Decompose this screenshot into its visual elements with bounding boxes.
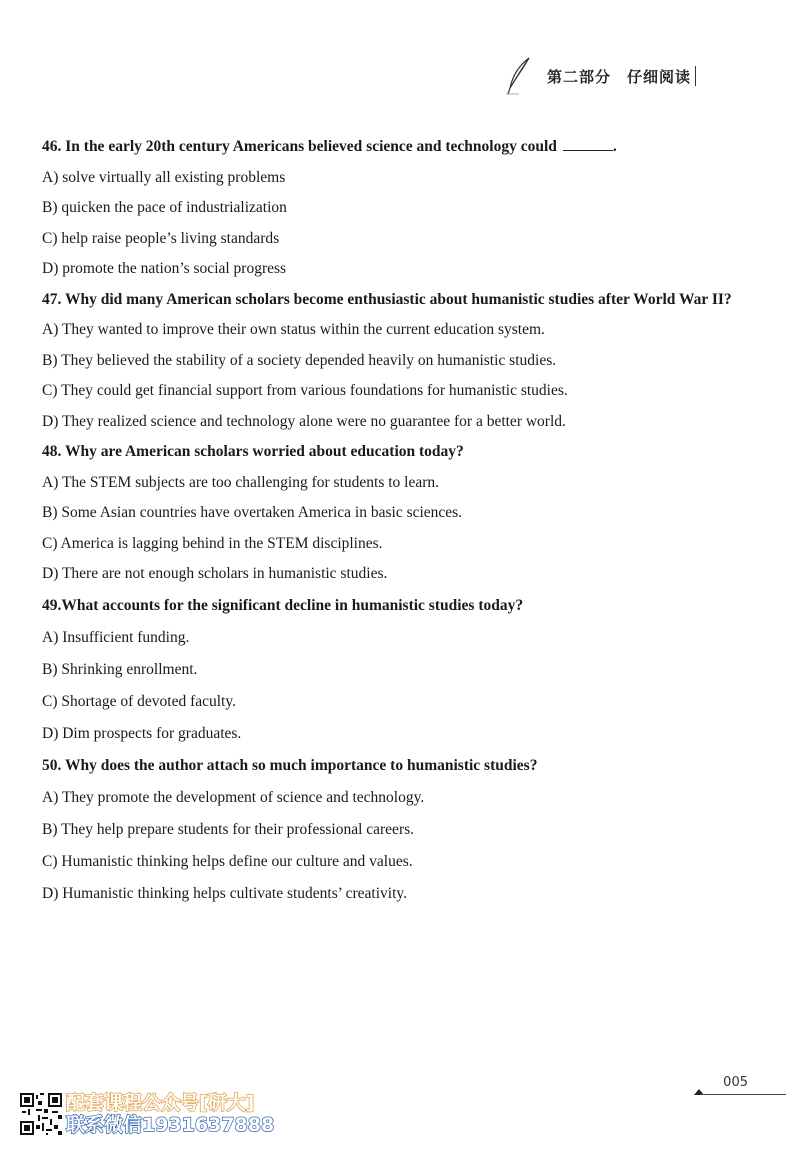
watermark-line-2: 联系微信1931637888 [66,1114,275,1136]
answer-blank [563,138,613,151]
option-a: A) Insufficient funding. [42,628,190,646]
question-46 [42,132,742,285]
question-50 [42,750,742,910]
option-b: B) Shrinking enrollment. [42,660,198,678]
question-stem: 47. Why did many American scholars become enthusiastic about humanistic studies after World War II? [42,290,732,308]
option-a: A) They promote the development of science and technology. [42,788,425,806]
question-stem: 46. In the early 20th century Americans believed science and technology could . [42,138,617,155]
question-47 [42,285,742,438]
option-a: A) They wanted to improve their own status within the current education system. [42,321,545,338]
option-c: C) Humanistic thinking helps define our culture and values. [42,852,413,870]
option-d: D) Humanistic thinking helps cultivate students’ creativity. [42,884,408,902]
option-b: B) Some Asian countries have overtaken America in basic sciences. [42,504,463,521]
header-divider [695,66,696,86]
option-a: A) solve virtually all existing problems [42,168,286,186]
option-c: C) Shortage of devoted faculty. [42,692,236,710]
option-d: D) They realized science and technology alone were no guarantee for a better world. [42,412,566,430]
question-list [42,132,742,910]
watermark [20,1092,274,1136]
question-49 [42,590,742,750]
question-stem: 50. Why does the author attach so much importance to humanistic studies? [42,756,538,774]
option-b: B) quicken the pace of industrialization [42,199,287,216]
option-a: A) The STEM subjects are too challenging for students to learn. [42,473,440,491]
option-d: D) Dim prospects for graduates. [42,724,242,742]
option-d: D) There are not enough scholars in humanistic studies. [42,565,388,582]
header-part-label: 第二部分 [546,67,611,86]
option-d: D) promote the nation’s social progress [42,260,287,277]
qr-code-icon [20,1093,62,1135]
quill-pen-icon [505,56,533,96]
page-header [505,56,696,96]
header-section-label: 仔细阅读 [626,67,691,86]
option-c: C) help raise people’s living standards [42,229,280,247]
question-stem: 48. Why are American scholars worried about education today? [42,443,464,460]
option-c: C) America is lagging behind in the STEM disciplines. [42,534,383,552]
question-stem: 49.What accounts for the significant decline in humanistic studies today? [42,596,524,614]
option-c: C) They could get financial support from various foundations for humanistic studies. [42,382,568,399]
option-b: B) They help prepare students for their professional careers. [42,820,415,838]
watermark-line-1: 配套课程公众号[研大] [66,1092,255,1114]
question-48 [42,437,742,590]
page-number: 005 [723,1075,748,1090]
page-footer-rule [700,1094,786,1095]
option-b: B) They believed the stability of a society depended heavily on humanistic studies. [42,351,557,369]
